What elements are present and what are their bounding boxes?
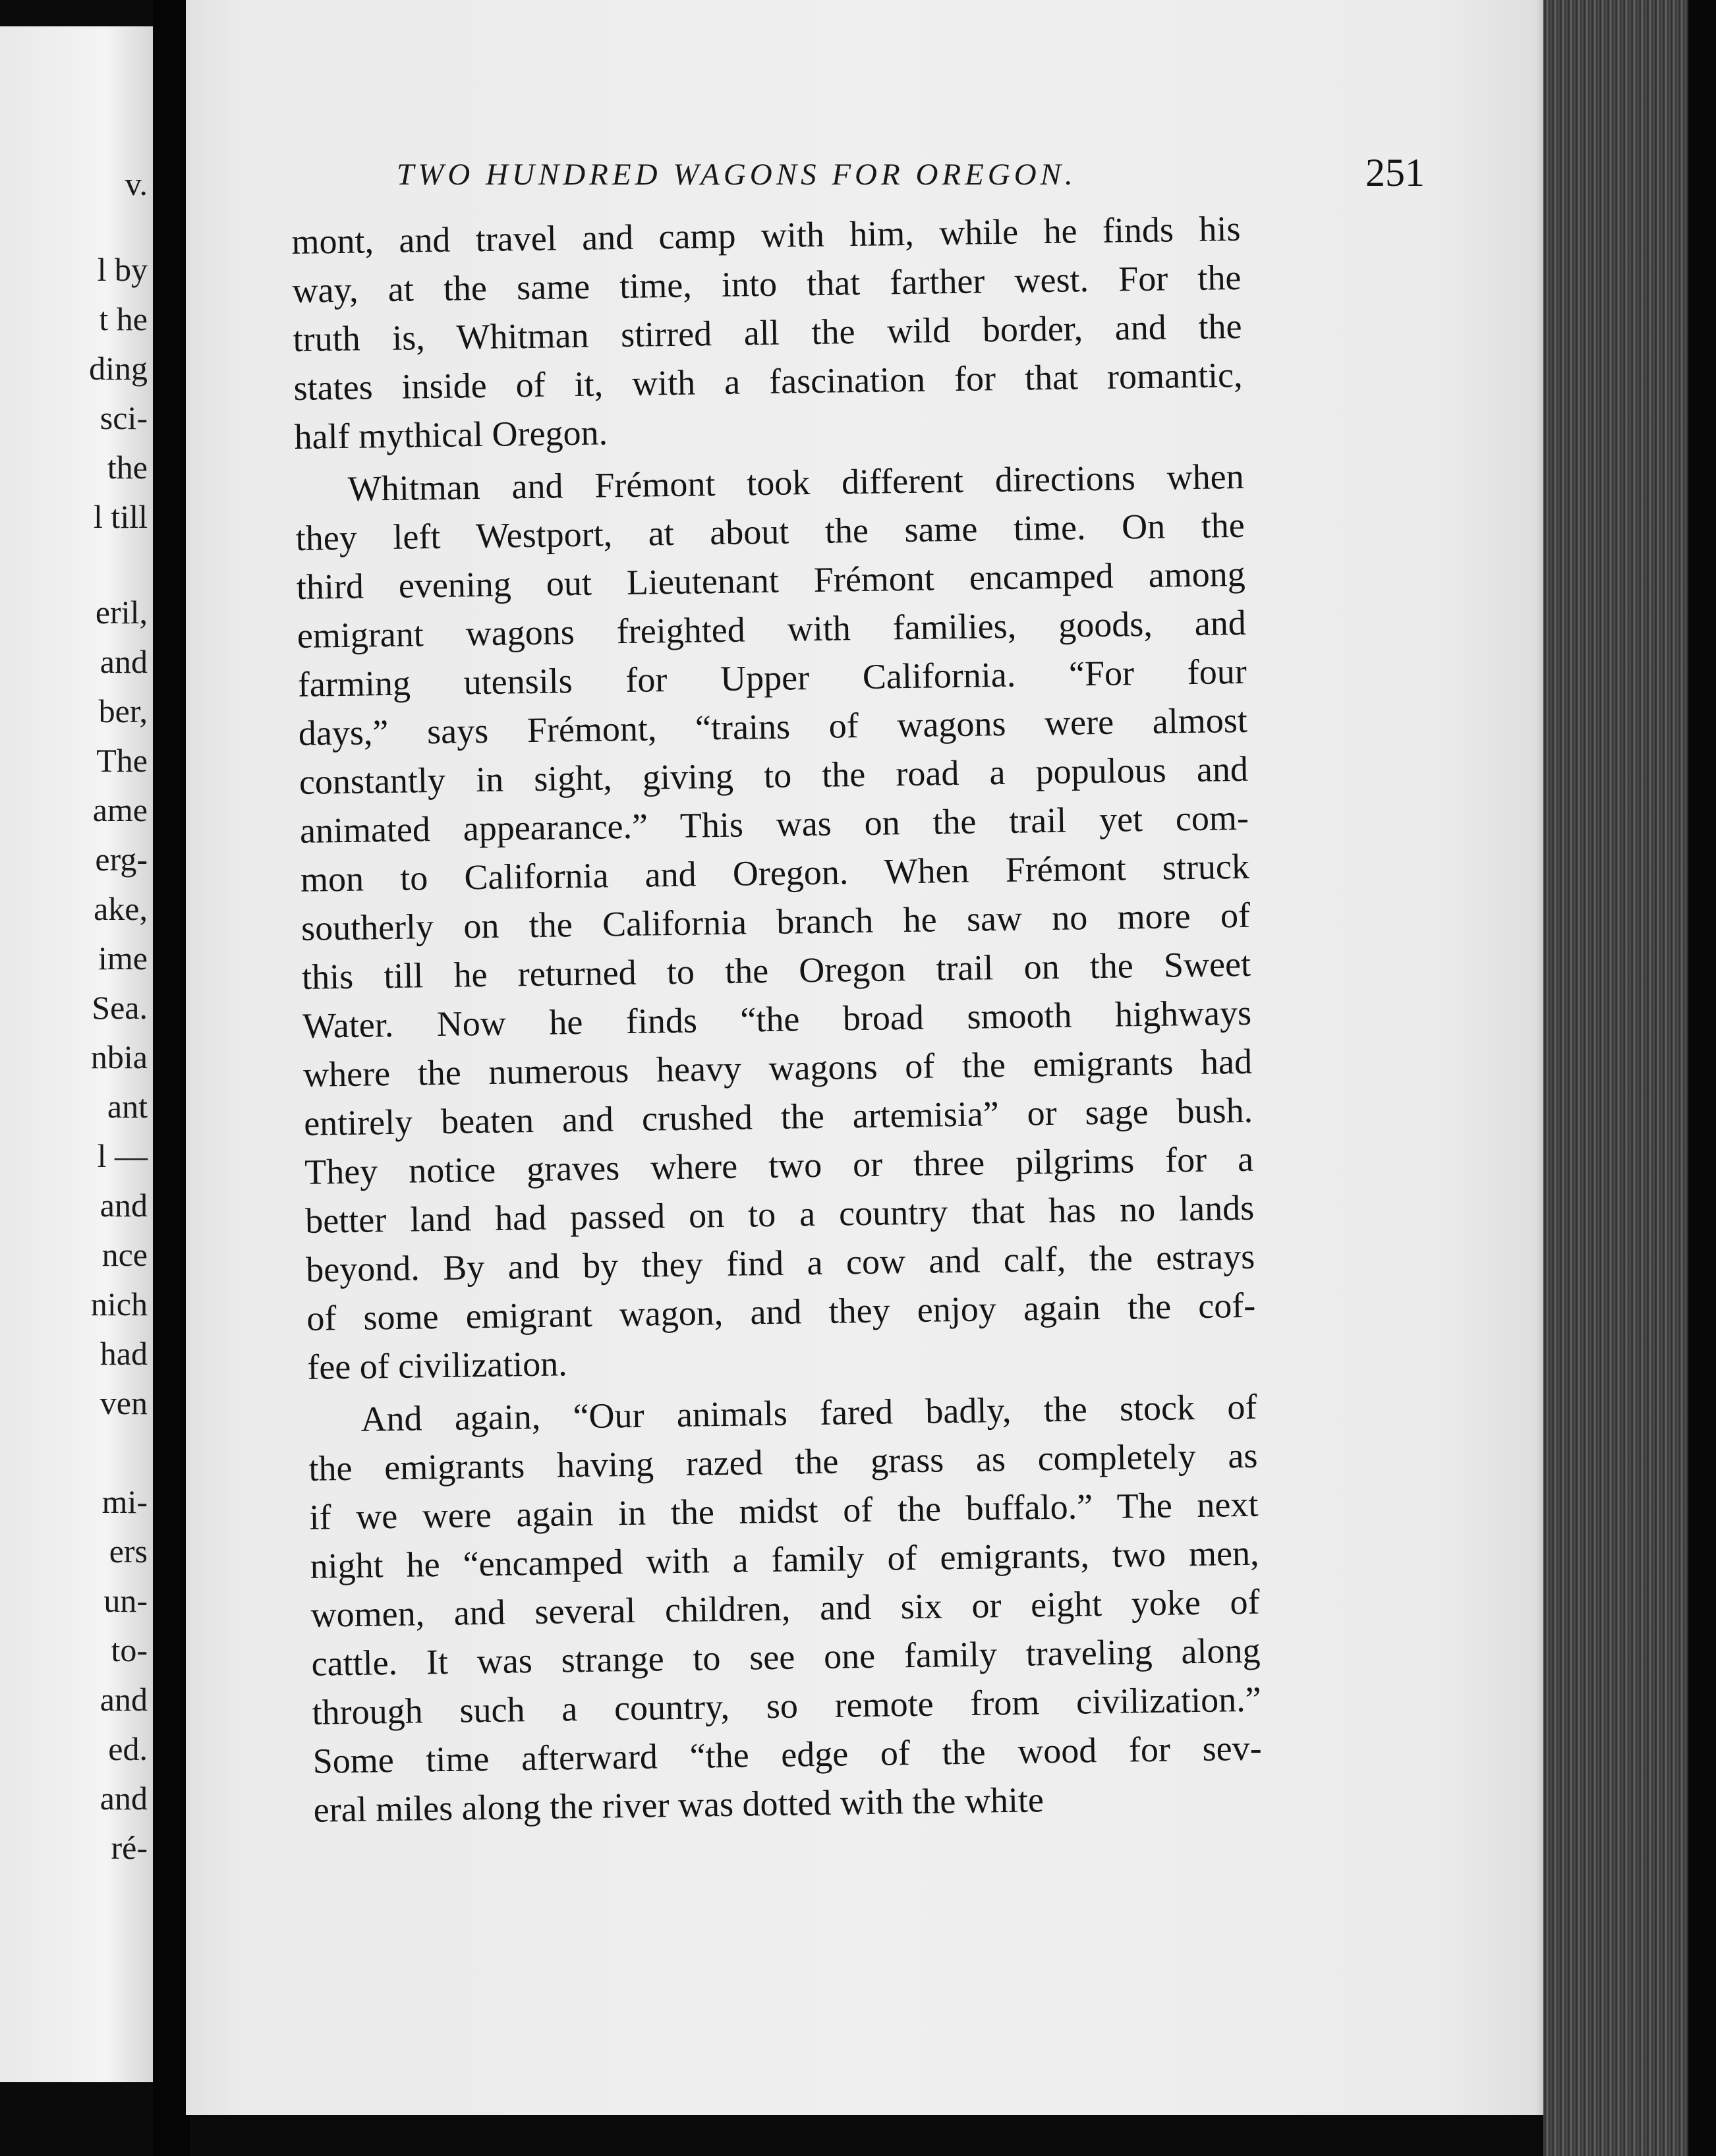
main-page <box>186 0 1543 2115</box>
text-line: eral miles along the river was dotted with the white <box>313 1780 1044 1830</box>
text-line: third evening out Lieutenant Frémont encamped among <box>296 553 1246 607</box>
left-page-fragment: l by <box>97 251 148 288</box>
text-line: farming utensils for Upper California. “For four <box>297 651 1247 704</box>
text-line: women, and several children, and six or eight yoke of <box>310 1581 1260 1635</box>
text-line: Whitman and Frémont took different directions when <box>347 456 1245 509</box>
left-page-fragment: ed. <box>108 1730 148 1767</box>
left-page-fragment: ake, <box>94 890 148 927</box>
left-facing-page <box>0 26 153 2082</box>
text-line: cattle. It was strange to see one family traveling along <box>311 1630 1261 1684</box>
text-line: better land had passed on to a country that has no lands <box>304 1187 1255 1241</box>
left-page-fragment: l till <box>94 498 148 535</box>
left-page-fragment: and <box>100 1780 148 1817</box>
page-number: 251 <box>1365 151 1425 194</box>
book-gutter <box>153 0 190 2156</box>
left-page-fragment: t he <box>99 300 148 337</box>
paragraph <box>295 449 1467 1391</box>
text-line: truth is, Whitman stirred all the wild border, and the <box>293 306 1242 359</box>
left-page-fragment: ding <box>89 350 148 387</box>
text-line: mont, and travel and camp with him, while he finds his <box>291 208 1241 262</box>
left-page-fragment: mi- <box>101 1483 148 1520</box>
left-page-fragment: had <box>100 1335 148 1372</box>
paragraph <box>308 1379 1473 1834</box>
body-text <box>291 201 1473 1834</box>
left-page-fragment: ime <box>98 940 148 977</box>
left-page-fragment: the <box>107 449 148 486</box>
text-line: emigrant wagons freighted with families, goods, and <box>297 602 1247 656</box>
left-page-fragment: ven <box>100 1384 148 1421</box>
text-line: Water. Now he finds “the broad smooth highways <box>302 992 1252 1046</box>
text-line: beyond. By and by they find a cow and calf, the estrays <box>305 1236 1255 1290</box>
left-page-fragment: un- <box>103 1582 148 1619</box>
text-line: night he “encamped with a family of emigrants, two men, <box>310 1533 1259 1586</box>
left-page-fragment: eril, <box>95 594 148 631</box>
left-page-fragment: l — <box>97 1137 148 1174</box>
text-line: where the numerous heavy wagons of the emigrants had <box>302 1041 1253 1094</box>
left-page-fragment: v. <box>125 165 148 202</box>
left-page-fragment: ré- <box>111 1829 148 1866</box>
text-line: days,” says Frémont, “trains of wagons were almost <box>298 700 1248 753</box>
paragraph <box>291 201 1454 461</box>
running-head: TWO HUNDRED WAGONS FOR OREGON. <box>397 157 1077 192</box>
left-page-fragment: ers <box>109 1533 148 1570</box>
text-line: if we were again in the midst of the buffalo.” The next <box>309 1484 1259 1537</box>
text-line: way, at the same time, into that farther west. For the <box>292 257 1242 310</box>
left-page-fragment: and <box>100 643 148 680</box>
left-page-fragment: erg- <box>95 841 148 878</box>
left-page-fragment: nich <box>90 1286 148 1322</box>
text-line: half mythical Oregon. <box>294 412 608 457</box>
left-page-fragment: and <box>100 1681 148 1718</box>
text-line: the emigrants having razed the grass as completely as <box>308 1435 1258 1489</box>
left-page-fragment: The <box>96 742 148 779</box>
text-line: they left Westport, at about the same time. On the <box>295 505 1245 558</box>
left-page-fragment: and <box>100 1187 148 1224</box>
text-line: this till he returned to the Oregon trail on the Sweet <box>301 944 1251 997</box>
text-line: entirely beaten and crushed the artemisia” or sage bush. <box>303 1090 1253 1143</box>
left-page-fragment: ber, <box>98 693 148 729</box>
left-page-fragment: nce <box>101 1236 148 1273</box>
left-page-fragment: Sea. <box>92 989 148 1026</box>
left-page-fragment: ame <box>92 791 148 828</box>
left-page-fragment: nbia <box>90 1038 148 1075</box>
text-line: Some time afterward “the edge of the wood for sev- <box>312 1728 1262 1781</box>
text-line: They notice graves where two or three pilgrims for a <box>304 1139 1254 1192</box>
page-header <box>397 150 1425 203</box>
text-line: constantly in sight, giving to the road a populous and <box>299 749 1249 802</box>
left-page-fragment: to- <box>111 1631 148 1668</box>
text-line: mon to California and Oregon. When Frémont struck <box>300 846 1250 899</box>
text-line: states inside of it, with a fascination for that romantic, <box>293 355 1243 408</box>
text-line: of some emigrant wagon, and they enjoy again the cof- <box>306 1285 1256 1338</box>
text-line: animated appearance.” This was on the trail yet com- <box>299 797 1249 851</box>
background-edge <box>1688 0 1716 2156</box>
book-page-edges <box>1543 0 1688 2156</box>
text-line: southerly on the California branch he saw no more of <box>300 895 1251 948</box>
text-line: fee of civilization. <box>306 1344 568 1387</box>
text-line: And again, “Our animals fared badly, the stock of <box>360 1386 1257 1439</box>
left-page-fragment: sci- <box>100 399 148 436</box>
left-page-fragment: ant <box>107 1088 148 1125</box>
text-line: through such a country, so remote from civilization.” <box>312 1679 1261 1732</box>
